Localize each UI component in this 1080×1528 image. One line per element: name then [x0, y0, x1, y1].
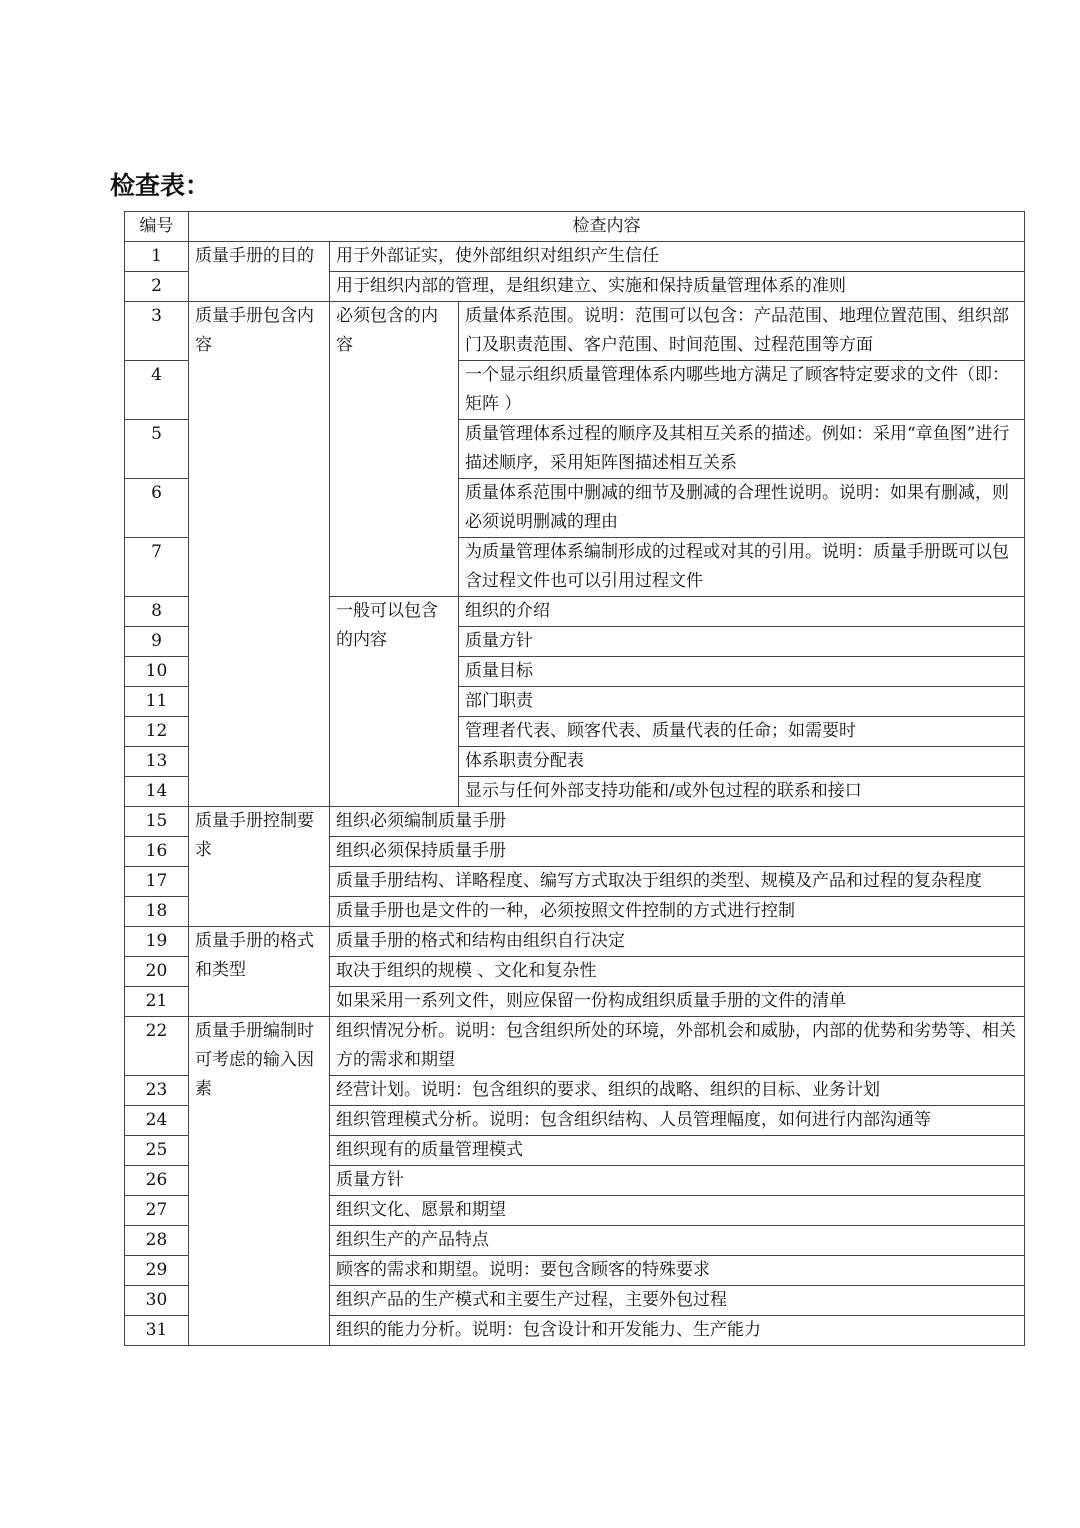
row-number: 18: [125, 897, 189, 927]
content-cell: 质量方针: [459, 627, 1025, 657]
content-cell: 组织文化、愿景和期望: [330, 1196, 1025, 1226]
row-number: 15: [125, 807, 189, 837]
content-cell: 组织管理模式分析。说明：包含组织结构、人员管理幅度，如何进行内部沟通等: [330, 1106, 1025, 1136]
row-number: 12: [125, 717, 189, 747]
content-cell: 如果采用一系列文件，则应保留一份构成组织质量手册的文件的清单: [330, 987, 1025, 1017]
row-number: 22: [125, 1017, 189, 1076]
row-number: 16: [125, 837, 189, 867]
subcategory-cell: 必须包含的内容: [330, 302, 459, 597]
row-number: 19: [125, 927, 189, 957]
row-number: 29: [125, 1256, 189, 1286]
content-cell: 用于组织内部的管理，是组织建立、实施和保持质量管理体系的准则: [330, 272, 1025, 302]
content-cell: 组织情况分析。说明：包含组织所处的环境，外部机会和威胁，内部的优势和劣势等、相关方的需求和期望: [330, 1017, 1025, 1076]
content-cell: 部门职责: [459, 687, 1025, 717]
content-cell: 为质量管理体系编制形成的过程或对其的引用。说明：质量手册既可以包含过程文件也可以引用过程文件: [459, 538, 1025, 597]
content-cell: 组织的介绍: [459, 597, 1025, 627]
category-cell: 质量手册编制时可考虑的输入因素: [189, 1017, 330, 1346]
row-number: 13: [125, 747, 189, 777]
row-number: 21: [125, 987, 189, 1017]
content-cell: 组织产品的生产模式和主要生产过程，主要外包过程: [330, 1286, 1025, 1316]
content-cell: 显示与任何外部支持功能和/或外包过程的联系和接口: [459, 777, 1025, 807]
content-cell: 顾客的需求和期望。说明：要包含顾客的特殊要求: [330, 1256, 1025, 1286]
row-number: 6: [125, 479, 189, 538]
page-title: 检查表：: [110, 171, 211, 200]
content-cell: 体系职责分配表: [459, 747, 1025, 777]
row-number: 30: [125, 1286, 189, 1316]
content-cell: 取决于组织的规模 、文化和复杂性: [330, 957, 1025, 987]
row-number: 14: [125, 777, 189, 807]
content-cell: 组织生产的产品特点: [330, 1226, 1025, 1256]
content-cell: 质量管理体系过程的顺序及其相互关系的描述。例如：采用“章鱼图”进行描述顺序，采用矩阵图描述相互关系: [459, 420, 1025, 479]
content-cell: 质量手册的格式和结构由组织自行决定: [330, 927, 1025, 957]
row-number: 3: [125, 302, 189, 361]
table-row: [125, 807, 1025, 837]
category-cell: 质量手册的格式和类型: [189, 927, 330, 1017]
content-cell: 经营计划。说明：包含组织的要求、组织的战略、组织的目标、业务计划: [330, 1076, 1025, 1106]
content-cell: 质量手册结构、详略程度、编写方式取决于组织的类型、规模及产品和过程的复杂程度: [330, 867, 1025, 897]
content-cell: 质量体系范围。说明：范围可以包含：产品范围、地理位置范围、组织部门及职责范围、客户范围、时间范围、过程范围等方面: [459, 302, 1025, 361]
table-row: [125, 242, 1025, 272]
row-number: 1: [125, 242, 189, 272]
content-cell: 管理者代表、顾客代表、质量代表的任命；如需要时: [459, 717, 1025, 747]
row-number: 5: [125, 420, 189, 479]
content-cell: 组织现有的质量管理模式: [330, 1136, 1025, 1166]
row-number: 23: [125, 1076, 189, 1106]
checklist-table: [124, 211, 1025, 1346]
row-number: 24: [125, 1106, 189, 1136]
row-number: 8: [125, 597, 189, 627]
category-cell: 质量手册包含内容: [189, 302, 330, 807]
content-cell: 组织的能力分析。说明：包含设计和开发能力、生产能力: [330, 1316, 1025, 1346]
content-cell: 用于外部证实，使外部组织对组织产生信任: [330, 242, 1025, 272]
table-row: [125, 927, 1025, 957]
table-header-row: [125, 212, 1025, 242]
header-num: 编号: [125, 212, 189, 242]
row-number: 26: [125, 1166, 189, 1196]
row-number: 25: [125, 1136, 189, 1166]
row-number: 27: [125, 1196, 189, 1226]
row-number: 9: [125, 627, 189, 657]
row-number: 20: [125, 957, 189, 987]
row-number: 28: [125, 1226, 189, 1256]
row-number: 4: [125, 361, 189, 420]
row-number: 11: [125, 687, 189, 717]
table-row: [125, 1017, 1025, 1076]
content-cell: 质量体系范围中删减的细节及删减的合理性说明。说明：如果有删减，则必须说明删减的理由: [459, 479, 1025, 538]
table-row: [125, 302, 1025, 361]
category-cell: 质量手册控制要求: [189, 807, 330, 927]
content-cell: 组织必须编制质量手册: [330, 807, 1025, 837]
row-number: 2: [125, 272, 189, 302]
content-cell: 质量手册也是文件的一种，必须按照文件控制的方式进行控制: [330, 897, 1025, 927]
header-content: 检查内容: [189, 212, 1025, 242]
content-cell: 一个显示组织质量管理体系内哪些地方满足了顾客特定要求的文件（即：矩阵 ）: [459, 361, 1025, 420]
content-cell: 组织必须保持质量手册: [330, 837, 1025, 867]
content-cell: 质量方针: [330, 1166, 1025, 1196]
row-number: 17: [125, 867, 189, 897]
row-number: 10: [125, 657, 189, 687]
subcategory-cell: 一般可以包含的内容: [330, 597, 459, 807]
row-number: 31: [125, 1316, 189, 1346]
row-number: 7: [125, 538, 189, 597]
category-cell: 质量手册的目的: [189, 242, 330, 302]
content-cell: 质量目标: [459, 657, 1025, 687]
